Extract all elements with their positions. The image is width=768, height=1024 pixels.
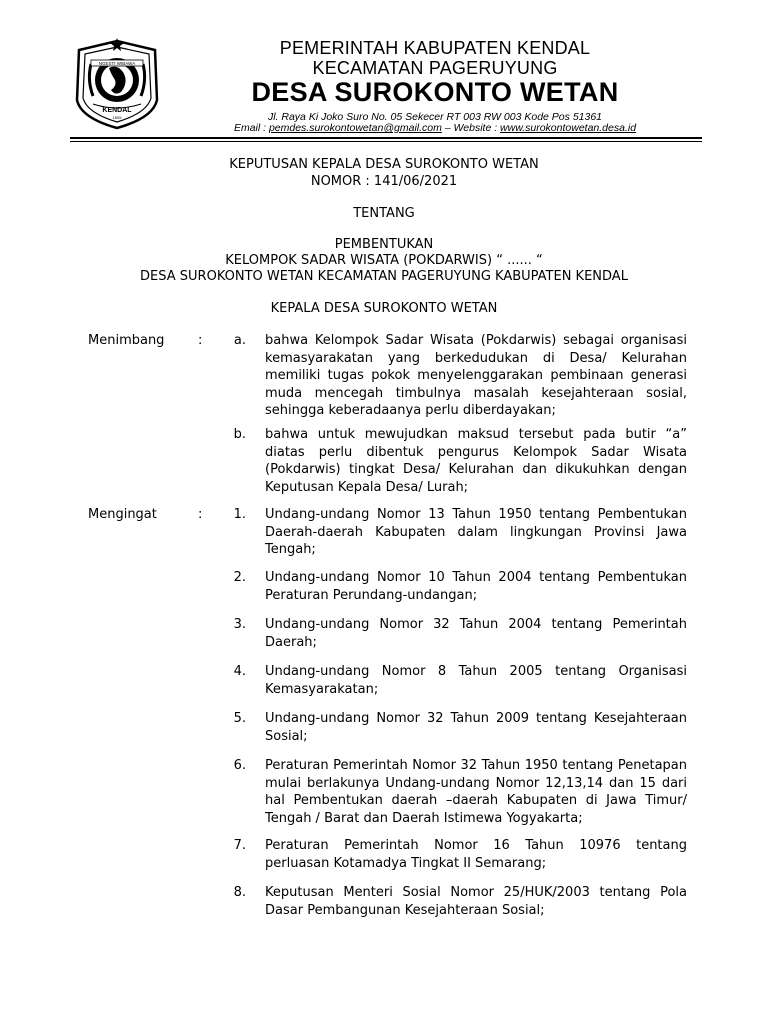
- logo-name: KENDAL: [102, 107, 132, 114]
- menimbang-item-b: bahwa untuk mewujudkan maksud tersebut pada butir “a” diatas perlu dibentuk pengurus Kelompok Sadar Wisata (Pokdarwis) tingkat Desa/ Kelurahan dan dikukuhkan dengan Keputusan Kepala Desa/ Lurah;: [265, 427, 687, 495]
- letterhead-district: KECAMATAN PAGERUYUNG: [312, 58, 558, 78]
- subject-line-2: KELOMPOK SADAR WISATA (POKDARWIS) “ ...... “: [225, 253, 543, 268]
- mengingat-marker-2: 2.: [233, 570, 246, 585]
- email-link[interactable]: pemdes.surokontowetan@gmail.com: [268, 122, 442, 134]
- mengingat-label: Mengingat: [88, 507, 157, 522]
- mengingat-marker-3: 3.: [233, 617, 246, 632]
- decree-title: KEPUTUSAN KEPALA DESA SUROKONTO WETAN: [229, 157, 539, 172]
- subject-line-1: PEMBENTUKAN: [334, 237, 434, 252]
- issuer-heading: KEPALA DESA SUROKONTO WETAN: [270, 301, 498, 316]
- menimbang-colon: :: [198, 333, 203, 348]
- menimbang-marker-a: a.: [233, 333, 246, 348]
- mengingat-item-2: Undang-undang Nomor 10 Tahun 2004 tentang Pembentukan Peraturan Perundang-undangan;: [265, 570, 687, 603]
- menimbang-item-a: bahwa Kelompok Sadar Wisata (Pokdarwis) sebagai organisasi kemasyarakatan yang berkedudukan di Desa/ Kelurahan memiliki tugas pokok menyelenggarakan pembinaan generasi muda mencegah timbulnya masalah kesejahteraan sosial, sehingga keberadaanya perlu diberdayakan;: [265, 333, 687, 419]
- mengingat-item-6: Peraturan Pemerintah Nomor 32 Tahun 1950 tentang Penetapan mulai berlakunya Undang-undang Nomor 12,13,14 dan 15 dari hal Pembentukan daerah –daerah Kabupaten di Jawa Timur/ Tengah / Barat dan Daerah Istimewa Yogyakarta;: [265, 758, 687, 826]
- website-label: – Website :: [441, 122, 501, 134]
- mengingat-marker-1: 1.: [233, 507, 246, 522]
- kendal-emblem-logo: [71, 38, 163, 132]
- mengingat-marker-6: 6.: [233, 758, 246, 773]
- mengingat-marker-4: 4.: [233, 664, 246, 679]
- tentang-heading: TENTANG: [353, 206, 415, 221]
- decree-number: NOMOR : 141/06/2021: [310, 174, 458, 189]
- website-link[interactable]: www.surokontowetan.desa.id: [500, 122, 637, 134]
- mengingat-item-4: Undang-undang Nomor 8 Tahun 2005 tentang Organisasi Kemasyarakatan;: [265, 664, 687, 697]
- mengingat-item-5: Undang-undang Nomor 32 Tahun 2009 tentang Kesejahteraan Sosial;: [265, 711, 687, 744]
- mengingat-item-7: Peraturan Pemerintah Nomor 16 Tahun 10976 tentang perluasan Kotamadya Tingkat II Semarang;: [265, 838, 687, 871]
- logo-motto: NGESTI WIBAWA: [98, 61, 136, 66]
- mengingat-marker-5: 5.: [233, 711, 246, 726]
- letterhead-rule-thick: [70, 137, 702, 139]
- mengingat-item-3: Undang-undang Nomor 32 Tahun 2004 tentang Pemerintah Daerah;: [265, 617, 687, 650]
- email-label: Email :: [233, 122, 269, 134]
- menimbang-label: Menimbang: [88, 333, 165, 348]
- menimbang-marker-b: b.: [233, 427, 246, 442]
- mengingat-item-1: Undang-undang Nomor 13 Tahun 1950 tentang Pembentukan Daerah-daerah Kabupaten dalam lingkungan Provinsi Jawa Tengah;: [265, 507, 687, 558]
- letterhead-contact: [170, 122, 700, 134]
- letterhead-village: DESA SUROKONTO WETAN: [251, 77, 619, 107]
- letterhead-address: Jl. Raya Ki Joko Suro No. 05 Sekecer RT 003 RW 003 Kode Pos 51361: [267, 111, 603, 123]
- mengingat-colon: :: [198, 507, 203, 522]
- letterhead-government: PEMERINTAH KABUPATEN KENDAL: [279, 38, 591, 58]
- mengingat-item-8: Keputusan Menteri Sosial Nomor 25/HUK/2003 tentang Pola Dasar Pembangunan Kesejahteraan Sosial;: [265, 885, 687, 918]
- mengingat-marker-8: 8.: [233, 885, 246, 900]
- subject-line-3: DESA SUROKONTO WETAN KECAMATAN PAGERUYUNG KABUPATEN KENDAL: [140, 269, 628, 284]
- letterhead-rule-thin: [70, 141, 702, 142]
- logo-year: 1605: [112, 115, 122, 120]
- mengingat-marker-7: 7.: [233, 838, 246, 853]
